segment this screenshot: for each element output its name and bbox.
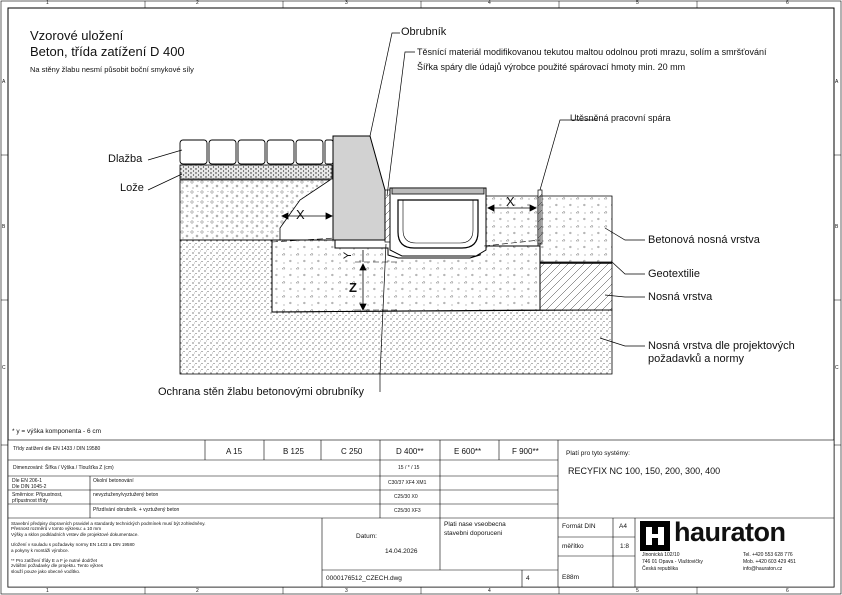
channel-inner xyxy=(398,200,478,248)
row-beton-label: nevyztuženy/vyztužený beton xyxy=(93,492,159,498)
class-a15: A 15 xyxy=(226,447,243,456)
footnote-y: * y = výška komponenta - 6 cm xyxy=(12,428,102,435)
class-d400: D 400** xyxy=(396,447,424,456)
dim-y: Y xyxy=(342,251,355,260)
scale-value: 1:8 xyxy=(620,543,630,550)
label-obrubnik: Obrubník xyxy=(401,26,447,38)
row-beton-value: C25/30 X0 xyxy=(394,494,418,500)
row-dimenzovani-label: Dimenzování: Šířka / Výška / Tloušťka Z (cm) xyxy=(13,465,114,471)
row-smernice-2: přípustnost třídy xyxy=(12,498,48,504)
label-seal-line-1: Těsnící materiál modifikovanou tekutou maltou odolnou proti mrazu, solím a smršťování xyxy=(417,47,767,57)
address-line-3: Česká republika xyxy=(642,566,678,572)
row-index-c-right: C xyxy=(835,365,839,371)
left-fill-layer xyxy=(180,180,330,240)
col-index-5: 5 xyxy=(636,0,639,6)
kerb-stone xyxy=(333,136,385,240)
note-line: Uložení v souladu s požadavky normy EN 1433 a DIN 19580 xyxy=(11,542,135,548)
plan-note-1: Plati nase vseobecna xyxy=(444,521,506,528)
label-geotextilie: Geotextilie xyxy=(648,268,700,280)
label-pracovni-spara: Utěsněná pracovní spára xyxy=(570,113,671,123)
col-index-2: 2 xyxy=(196,0,199,6)
note-line: Stavební předpisy dopravních pravidel a standardy technických podmínek musí být zohledněny. xyxy=(11,521,206,526)
label-nosna-projekt-1: Nosná vrstva dle projektových xyxy=(648,340,795,352)
plan-note-2: stavebni doporuceni xyxy=(444,530,503,537)
row-index-a-right: A xyxy=(835,79,839,85)
systems-value: RECYFIX NC 100, 150, 200, 300, 400 xyxy=(568,466,721,476)
row-prizdivani-value: C25/30 XF3 xyxy=(394,508,421,514)
dim-x-right: X xyxy=(506,194,515,209)
contact-tel: Tel. +420 553 628 776 xyxy=(743,552,793,558)
note-line: a pokyny k montáži výrobce. xyxy=(11,547,69,553)
label-seal-line-2: Šířka spáry dle údajů výrobce použité spárovací hmoty min. 20 mm xyxy=(417,62,686,72)
row-index-b-right: B xyxy=(835,224,839,230)
hauraton-logo-icon xyxy=(640,521,670,551)
col-index-6: 6 xyxy=(786,0,789,6)
col-index-2-bottom: 2 xyxy=(196,588,199,594)
label-betonova-vrstva: Betonová nosná vrstva xyxy=(648,234,760,246)
col-index-1-bottom: 1 xyxy=(46,588,49,594)
class-c250: C 250 xyxy=(341,447,363,456)
datum-value: 14.04.2026 xyxy=(385,548,418,555)
datum-label: Datum: xyxy=(356,533,377,540)
dim-z: Z xyxy=(349,280,357,295)
address-line-1: Jinonická 102/10 xyxy=(642,552,680,558)
note-line: ** Pro zatížení třídy E a F je nutné dodržet xyxy=(11,558,98,564)
class-e600: E 600** xyxy=(454,447,482,456)
col-index-5-bottom: 5 xyxy=(636,588,639,594)
cross-section xyxy=(180,136,612,374)
class-b125: B 125 xyxy=(283,447,304,456)
row-okolni-value: C30/37 XF4 XM1 xyxy=(388,480,427,486)
title-line-2: Beton, třída zatížení D 400 xyxy=(30,44,185,59)
row-smernice-1: Směrnice: Přípustnost, xyxy=(12,492,63,498)
row-dimenzovani-value: 15 / * / 15 xyxy=(398,465,420,471)
label-ochrana: Ochrana stěn žlabu betonovými obrubníky xyxy=(158,386,365,398)
title-line-1: Vzorové uložení xyxy=(30,28,124,43)
row-index-b: B xyxy=(2,224,6,230)
label-nosna-projekt-2: požadavků a normy xyxy=(648,353,744,365)
contact-mob: Mob. +420 603 429 451 xyxy=(743,559,796,565)
notes-block xyxy=(11,521,317,574)
note-line: Výšky a sklon podkladních vrstev dle projektové dokumentace. xyxy=(11,531,139,537)
col-index-6-bottom: 6 xyxy=(786,588,789,594)
row-din1045: Dle DIN 1045-2 xyxy=(12,484,47,490)
class-f900: F 900** xyxy=(512,447,539,456)
row-prizdivani-label: Přizdívání obrubník. + vyztužený beton xyxy=(93,507,180,513)
col-index-4: 4 xyxy=(488,0,491,6)
format-label: Formát DIN xyxy=(562,523,596,530)
bedding-layer xyxy=(180,165,332,179)
systems-title: Platí pro tyto systémy: xyxy=(566,450,630,457)
row-en206: Dle EN 206-1 xyxy=(12,478,43,484)
contact-email: info@hauraton.cz xyxy=(743,566,783,572)
drawing-code: E88m xyxy=(562,574,579,581)
scale-label: měřítko xyxy=(562,543,584,550)
right-support-layer xyxy=(540,263,612,310)
address-line-2: 746 01 Opava - Vlaštovičky xyxy=(642,559,703,565)
sealant-joint-left xyxy=(385,190,390,242)
channel-grating xyxy=(392,188,484,194)
note-line: zvláštní požadavky dle projektu. Tento výkres xyxy=(11,563,104,569)
file-name: 0000176512_CZECH.dwg xyxy=(326,575,402,582)
paving-stones xyxy=(180,140,333,164)
note-line: slouží pouze jako obecné vodítko. xyxy=(11,568,81,574)
note-line: Přesnost rozměrů v tomto výkresu: ± 10 mm xyxy=(11,526,102,532)
row-index-a: A xyxy=(2,79,6,85)
page-number: 4 xyxy=(526,575,530,582)
label-dlazba: Dlažba xyxy=(108,153,143,165)
company-name: hauraton xyxy=(674,517,786,547)
col-index-3-bottom: 3 xyxy=(345,588,348,594)
label-nosna-vrstva: Nosná vrstva xyxy=(648,291,713,303)
sealant-joint-right xyxy=(538,190,542,244)
format-value: A4 xyxy=(619,523,627,530)
title-note: Na stěny žlabu nesmí působit boční smykové síly xyxy=(30,65,194,74)
row-index-c: C xyxy=(2,365,6,371)
row-okolni-label: Okolní betonování xyxy=(93,478,134,484)
right-concrete-layer xyxy=(540,196,612,262)
col-index-4-bottom: 4 xyxy=(488,588,491,594)
table-header-label: Třídy zatížení dle EN 1433 / DIN 19580 xyxy=(13,446,101,452)
label-loze: Lože xyxy=(120,182,144,194)
col-index-3: 3 xyxy=(345,0,348,6)
col-index-1: 1 xyxy=(46,0,49,6)
dim-x-left: X xyxy=(296,207,305,222)
